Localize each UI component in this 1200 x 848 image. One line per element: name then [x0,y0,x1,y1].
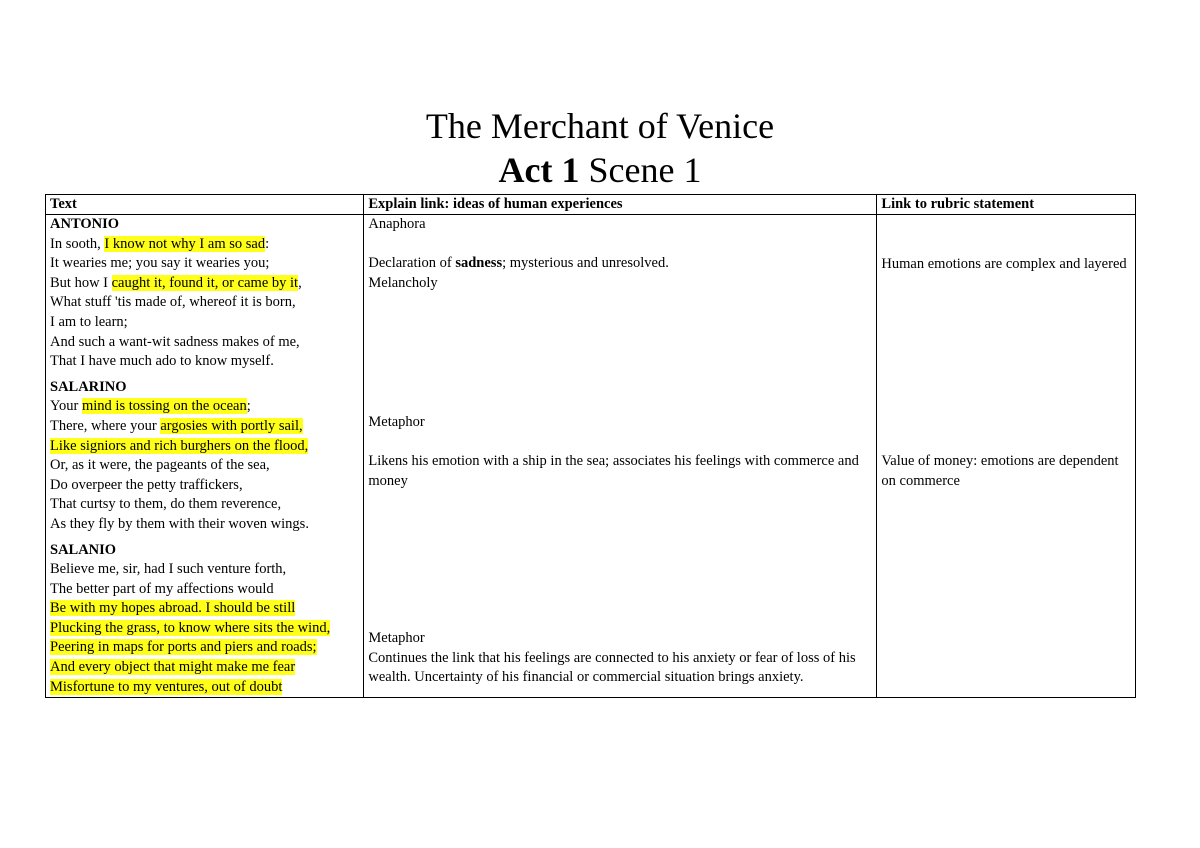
quote-line [50,437,359,457]
content-row [46,215,1136,698]
highlight: Peering in maps for ports and piers and roads; [50,639,317,656]
quote-line: Your mind is tossing on the ocean; [50,398,251,415]
speaker-antonio: ANTONIO [50,216,120,232]
quote-line: That I have much ado to know myself. [50,353,274,370]
salarino-rubric: Value of money: emotions are dependent on commerce [881,453,1119,489]
quote-line: Or, as it were, the pageants of the sea, [50,457,270,474]
header-rubric: Link to rubric statement [877,195,1136,215]
speaker-salarino: SALARINO [50,378,127,395]
explain-text: Likens his emotion with a ship in the sea; associates his feelings with commerce and money [368,453,859,489]
highlight: And every object that might make me fear [50,659,296,676]
highlight: argosies with portly sail, [160,417,303,434]
rubric-column [877,215,1136,698]
act-scene-title [0,148,1200,192]
act-label: Act 1 [498,150,580,190]
quote-line: As they fly by them with their woven wings. [50,515,309,532]
document-title [0,104,1200,192]
quote-line [50,678,359,698]
header-text: Text [46,195,364,215]
highlight: Plucking the grass, to know where sits the wind, [50,619,331,636]
speaker-salanio: SALANIO [50,541,117,558]
device-label: Anaphora [368,216,426,232]
quote-line: Do overpeer the petty traffickers, [50,476,243,493]
quote-line: There, where your argosies with portly sail, [50,417,303,434]
highlight: I know not why I am so sad [104,235,266,252]
salarino-explain [368,413,872,491]
scene-label: Scene 1 [579,150,702,190]
play-title: The Merchant of Venice [425,106,775,146]
highlight: caught it, found it, or came by it [111,274,299,291]
quote-line: That curtsy to them, do them reverence, [50,496,282,513]
antonio-passage [50,215,359,372]
quote-line: Believe me, sir, had I such venture forth, [50,561,287,578]
highlight: mind is tossing on the ocean [81,398,247,415]
antonio-explain [368,215,872,293]
salanio-passage [50,541,359,698]
quote-line: I am to learn; [50,313,128,330]
quote-line: And such a want-wit sadness makes of me, [50,333,300,350]
analysis-table [45,194,1136,698]
explain-column [364,215,877,698]
quote-line: It wearies me; you say it wearies you; [50,255,270,272]
quote-line [50,619,359,639]
quote-line: The better part of my affections would [50,580,274,597]
quote-line: In sooth, I know not why I am so sad: [50,235,270,252]
highlight: Be with my hopes abroad. I should be still [50,600,296,617]
antonio-rubric: Human emotions are complex and layered [881,256,1127,272]
header-row [46,195,1136,215]
quote-line: But how I caught it, found it, or came by it, [50,274,302,291]
quote-line [50,599,359,619]
salanio-explain [368,629,872,688]
header-explain: Explain link: ideas of human experiences [364,195,877,215]
text-column [46,215,364,698]
highlight: Like signiors and rich burghers on the flood, [50,437,309,454]
quote-line: What stuff 'tis made of, whereof it is born, [50,294,296,311]
quote-line [50,658,359,678]
salarino-passage [50,378,359,535]
device-label: Metaphor [368,414,425,430]
device-label: Metaphor [368,630,425,646]
explain-text: Declaration of sadness; mysterious and unresolved. [368,255,669,272]
explain-text: Continues the link that his feelings are connected to his anxiety or fear of loss of his wealth. Uncertainty of his financial or commercial situation brings anxiety. [368,649,856,686]
explain-extra: Melancholy [368,274,438,291]
quote-line [50,638,359,658]
highlight: Misfortune to my ventures, out of doubt [50,678,283,695]
